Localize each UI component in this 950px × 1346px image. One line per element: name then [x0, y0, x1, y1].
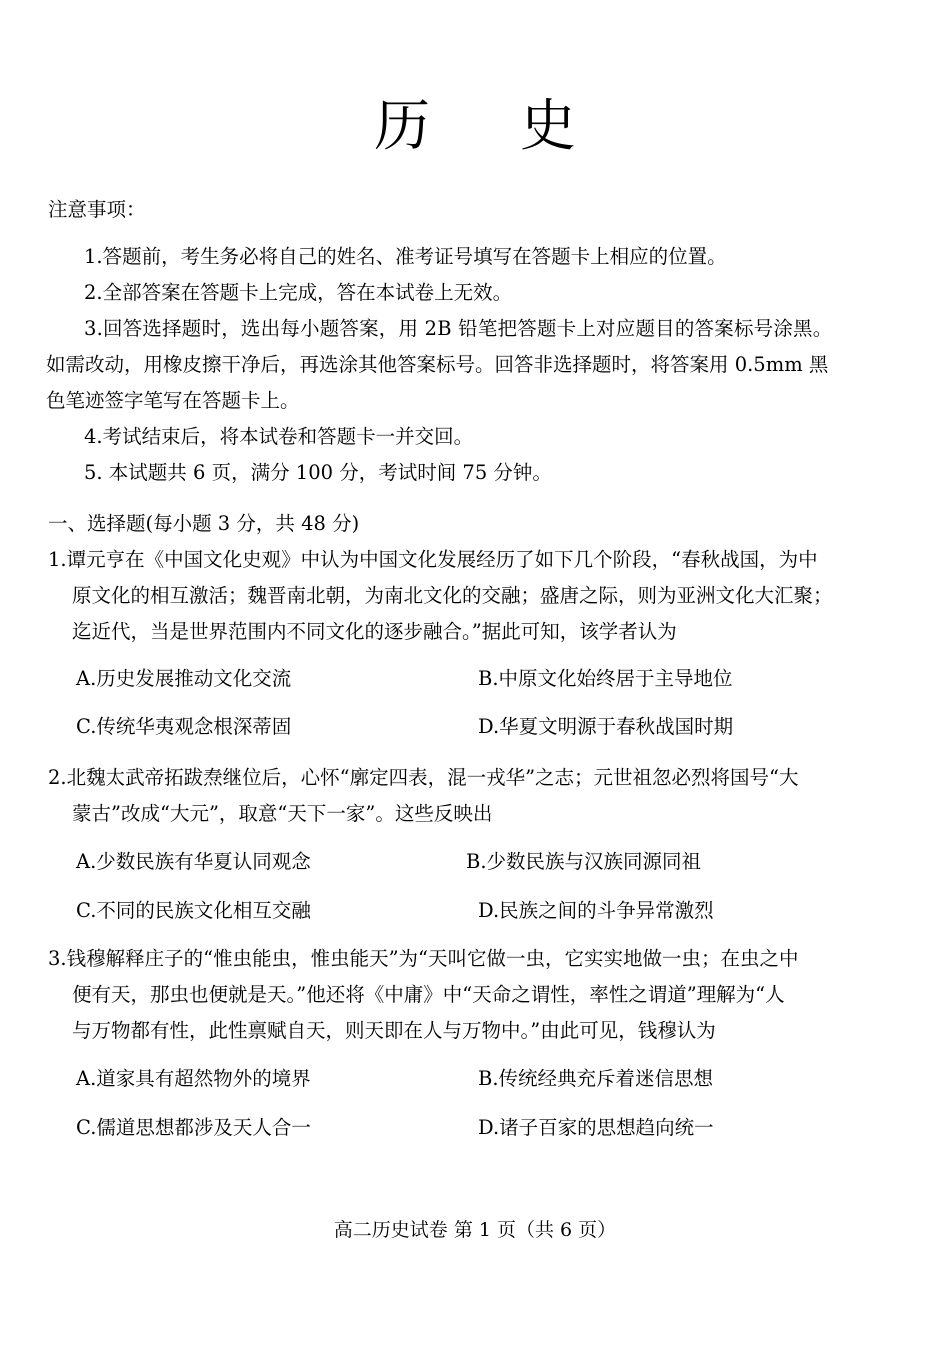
question-1-option-b: B.中原文化始终居于主导地位 [478, 667, 733, 690]
question-3-line: 便有天，那虫也便就是天。”他还将《中庸》中“天命之谓性，率性之谓道”理解为“人 [72, 983, 785, 1006]
question-2-option-a: A.少数民族有华夏认同观念 [76, 850, 311, 873]
question-2-option-c: C.不同的民族文化相互交融 [76, 899, 311, 922]
question-1-line: 原文化的相互激活；魏晋南北朝，为南北文化的交融；盛唐之际，则为亚洲文化大汇聚； [72, 584, 833, 607]
question-1-option-c: C.传统华夷观念根深蒂固 [76, 715, 292, 738]
page-footer: 高二历史试卷 第 1 页（共 6 页） [333, 1219, 617, 1241]
question-2-option-d: D.民族之间的斗争异常激烈 [478, 899, 714, 922]
note-line: 4.考试结束后，将本试卷和答题卡一并交回。 [84, 425, 474, 448]
question-1-line: 迄近代，当是世界范围内不同文化的逐步融合。”据此可知，该学者认为 [72, 620, 677, 643]
question-3-option-a: A.道家具有超然物外的境界 [76, 1067, 311, 1090]
question-3-option-b: B.传统经典充斥着迷信思想 [478, 1067, 714, 1090]
question-1-option-a: A.历史发展推动文化交流 [76, 667, 292, 690]
question-3-option-d: D.诸子百家的思想趋向统一 [478, 1116, 714, 1139]
note-line: 1.答题前，考生务必将自己的姓名、准考证号填写在答题卡上相应的位置。 [84, 245, 727, 268]
question-2-option-b: B.少数民族与汉族同源同祖 [466, 850, 702, 873]
question-1-line: 1.谭元亨在《中国文化史观》中认为中国文化发展经历了如下几个阶段，“春秋战国，为中 [48, 548, 818, 571]
note-line: 2.全部答案在答题卡上完成，答在本试卷上无效。 [84, 281, 513, 304]
question-1-option-d: D.华夏文明源于春秋战国时期 [478, 715, 734, 738]
notes-heading: 注意事项： [48, 198, 146, 221]
question-3-line: 与万物都有性，此性禀赋自天，则天即在人与万物中。”由此可见，钱穆认为 [72, 1019, 716, 1042]
note-line: 5. 本试题共 6 页，满分 100 分，考试时间 75 分钟。 [84, 461, 552, 484]
note-line: 色笔迹签字笔写在答题卡上。 [46, 389, 300, 412]
question-3-option-c: C.儒道思想都涉及天人合一 [76, 1116, 311, 1139]
note-line: 3.回答选择题时，选出每小题答案，用 2B 铅笔把答题卡上对应题目的答案标号涂黑。 [84, 317, 833, 340]
section-title: 一、选择题(每小题 3 分，共 48 分) [48, 512, 360, 535]
question-3-line: 3.钱穆解释庄子的“惟虫能虫，惟虫能天”为“天叫它做一虫，它实实地做一虫；在虫之中 [48, 947, 799, 970]
note-line: 如需改动，用橡皮擦干净后，再选涂其他答案标号。回答非选择题时，将答案用 0.5mm 黑 [46, 353, 829, 376]
question-2-line: 蒙古”改成“大元”，取意“天下一家”。这些反映出 [72, 802, 493, 825]
question-2-line: 2.北魏太武帝拓跋焘继位后，心怀“廓定四表，混一戎华”之志；元世祖忽必烈将国号“大 [48, 766, 799, 789]
page-title: 历 史 [374, 94, 612, 159]
